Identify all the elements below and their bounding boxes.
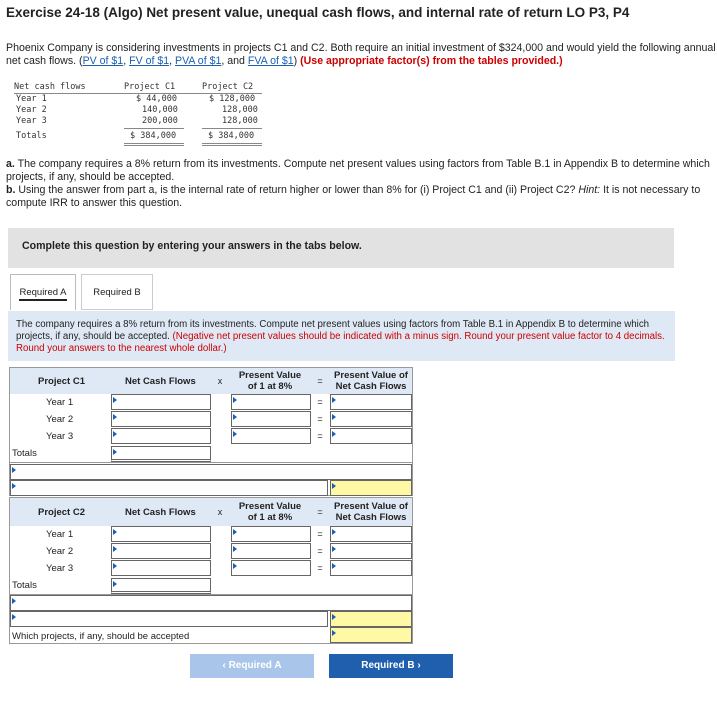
c2-npv-label-input[interactable] (10, 595, 412, 611)
tab-panel-instructions: The company requires a 8% return from its investments. Compute net present values using factors from Table B.1 in Appendix B to determine which projects, if any, should be accepted. (Negative net present values should be indicated with a minus sign. Round your present value factor to 4 decimals. Round your answers to the nearest whole dollar.) (8, 311, 675, 361)
c2-initial-investment-input[interactable] (10, 611, 328, 627)
c1-totals-cash-input[interactable] (111, 446, 211, 462)
chevron-right-icon: › (417, 660, 421, 671)
c2-year2-cash-input[interactable] (111, 543, 211, 559)
complete-prompt: Complete this question by entering your answers in the tabs below. (22, 240, 362, 252)
c2-year1-label: Year 1 (46, 529, 74, 540)
complete-prompt-box (8, 228, 674, 268)
cf-header-c1: Project C1 (124, 82, 176, 92)
c2-year2-label: Year 2 (46, 546, 74, 557)
c1-year3-cash-input[interactable] (111, 428, 211, 444)
c2-year1-pv-input[interactable] (231, 526, 311, 542)
cf-header-c2: Project C2 (202, 82, 254, 92)
c1-totals-label: Totals (12, 448, 37, 459)
c2-year1-pvncf-input[interactable] (330, 526, 412, 542)
cf-row-label: Year 3 (16, 116, 47, 126)
c2-year1-cash-input[interactable] (111, 526, 211, 542)
c2-title: Project C2 (38, 507, 85, 518)
cf-row-label: Year 2 (16, 105, 47, 115)
c2-year3-cash-input[interactable] (111, 560, 211, 576)
cf-row-c1: 200,000 (142, 116, 178, 126)
c1-col-pvncf: Present Value of Net Cash Flows (334, 370, 408, 392)
c1-npv-input[interactable] (330, 480, 412, 496)
chevron-left-icon: ‹ (222, 660, 226, 671)
tab-required-a[interactable]: Required A (10, 274, 76, 310)
c1-year1-pv-input[interactable] (231, 394, 311, 410)
c2-totals-label: Totals (12, 580, 37, 591)
intro-text: Phoenix Company is considering investments in projects C1 and C2. Both require an initial investment of $324,000 and would yield the following annual net cash flows. (6, 42, 716, 67)
c1-initial-investment-input[interactable] (10, 480, 328, 496)
c2-npv-input[interactable] (330, 611, 412, 627)
cf-totals-label: Totals (16, 131, 47, 141)
page-title: Exercise 24-18 (Algo) Net present value, unequal cash flows, and internal rate of return LO P3, P4 (6, 5, 630, 20)
project-c2-grid: Project C2 Net Cash Flows x Present Value of 1 at 8% = Present Value of Net Cash Flows Year 1 = Year 2 = Year 3 = Totals Which projects, if any, should be accepted (9, 497, 413, 644)
intro-instruction: (Use appropriate factor(s) from the tables provided.) (300, 55, 563, 67)
c2-col-pv: Present Value of 1 at 8% (238, 501, 302, 523)
next-required-b-button[interactable]: Required B › (329, 654, 453, 678)
cf-row-c1: 140,000 (142, 105, 178, 115)
c1-year3-pvncf-input[interactable] (330, 428, 412, 444)
c1-year1-label: Year 1 (46, 397, 74, 408)
question-parts: a. The company requires a 8% return from its investments. Compute net present values using factors from Table B.1 in Appendix B to determine which projects, if any, should be accepted. b. Using the answer from part a, is the internal rate of return higher or lower than 8% for (i) Project C1 and (ii) Project C2? Hint: It is not necessary to compute IRR to answer this question. (6, 158, 710, 209)
accepted-label: Which projects, if any, should be accepted (12, 631, 190, 642)
c2-col-pvncf: Present Value of Net Cash Flows (334, 501, 408, 523)
cf-row-c2: 128,000 (222, 116, 258, 126)
c1-npv-label-input[interactable] (10, 464, 412, 480)
fva-of-1-link[interactable]: FVA of $1 (247, 55, 294, 67)
c2-year3-pvncf-input[interactable] (330, 560, 412, 576)
c2-totals-cash-input[interactable] (111, 578, 211, 594)
c1-title: Project C1 (38, 376, 85, 387)
prev-required-a-button[interactable]: ‹ Required A (190, 654, 314, 678)
cf-totals-c1: $ 384,000 (130, 131, 177, 141)
c1-year3-pv-input[interactable] (231, 428, 311, 444)
project-c1-grid: Project C1 Net Cash Flows x Present Value of 1 at 8% = Present Value of Net Cash Flows Year 1 = Year 2 = Year 3 = Totals (9, 367, 413, 496)
accepted-projects-input[interactable] (330, 627, 412, 643)
c1-year1-pvncf-input[interactable] (330, 394, 412, 410)
part-a-text: The company requires a 8% return from its investments. Compute net present values using factors from Table B.1 in Appendix B to determine which projects, if any, should be accepted. (6, 158, 710, 183)
cf-row-c2: 128,000 (222, 105, 258, 115)
c2-year2-pvncf-input[interactable] (330, 543, 412, 559)
c2-year3-label: Year 3 (46, 563, 74, 574)
cf-row-c2: $ 128,000 (209, 94, 256, 104)
intro-paragraph: Phoenix Company is considering investments in projects C1 and C2. Both require an initial investment of $324,000 and would yield the following annual net cash flows. (PV of $1, FV of $1, PVA of $1, and FVA of $1) (Use appropriate factor(s) from the tables provided.) (6, 42, 716, 67)
fv-of-1-link[interactable]: FV of $1 (129, 55, 170, 67)
cf-row-label: Year 1 (16, 94, 47, 104)
c1-year2-pvncf-input[interactable] (330, 411, 412, 427)
c1-year1-cash-input[interactable] (111, 394, 211, 410)
c2-col-cash: Net Cash Flows (125, 507, 196, 518)
tab-required-b[interactable]: Required B (81, 274, 153, 310)
part-b-text: Using the answer from part a, is the internal rate of return higher or lower than 8% for (i) Project C1 and (ii) Project C2? (15, 184, 579, 196)
c1-year2-pv-input[interactable] (231, 411, 311, 427)
c1-year2-label: Year 2 (46, 414, 74, 425)
pv-of-1-link[interactable]: PV of $1 (82, 55, 124, 67)
cf-header-label: Net cash flows (14, 82, 86, 92)
c1-col-cash: Net Cash Flows (125, 376, 196, 387)
c1-col-pv: Present Value of 1 at 8% (238, 370, 302, 392)
pva-of-1-link[interactable]: PVA of $1 (175, 55, 222, 67)
c1-year2-cash-input[interactable] (111, 411, 211, 427)
cf-totals-c2: $ 384,000 (208, 131, 255, 141)
c2-year2-pv-input[interactable] (231, 543, 311, 559)
cf-row-c1: $ 44,000 (136, 94, 177, 104)
c2-year3-pv-input[interactable] (231, 560, 311, 576)
c1-year3-label: Year 3 (46, 431, 74, 442)
